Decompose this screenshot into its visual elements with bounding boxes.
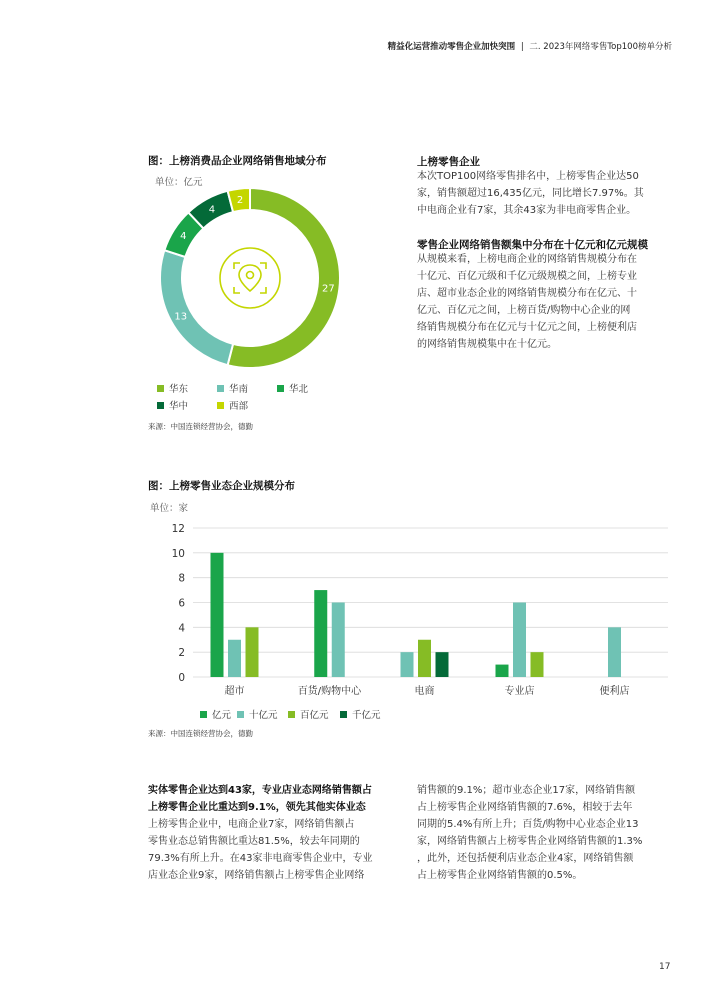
legend-label: 亿元 [212, 710, 232, 721]
text-line: 占上榜零售企业网络销售额的0.5%。 [417, 870, 583, 881]
legend-item-huanan [217, 381, 248, 395]
section-title-listed-retailers: 上榜零售企业 [417, 156, 480, 168]
legend-label: 华北 [289, 384, 309, 395]
legend-swatch [288, 711, 295, 718]
text-line: 占上榜零售企业网络销售额的7.6%，相较于去年 [417, 802, 633, 813]
donut-value-label: 4 [208, 204, 216, 216]
legend-label: 西部 [229, 401, 249, 412]
y-tick-label: 4 [178, 622, 185, 635]
bar-专业店-百亿元 [531, 652, 544, 677]
legend-swatch [157, 385, 164, 392]
section-body-sales-distribution [417, 251, 677, 353]
x-tick-label: 电商 [414, 686, 435, 697]
legend-item-huabei [277, 381, 308, 395]
bar-电商-百亿元 [418, 640, 431, 677]
legend-label: 华南 [229, 384, 249, 395]
bar-百货/购物中心-亿元 [314, 590, 327, 677]
bar-超市-亿元 [211, 553, 224, 677]
bar-chart-title: 图：上榜零售业态企业规模分布 [148, 480, 295, 492]
legend-item-shiyiyuan [237, 707, 278, 721]
bottom-left-text [148, 782, 413, 884]
donut-value-label: 4 [180, 231, 187, 243]
legend-label: 华东 [169, 384, 189, 395]
heading-line: 实体零售企业达到43家，专业店业态网络销售额占 [148, 785, 372, 796]
text-line: 店、超市业态企业的网络销售规模分布在亿元、十 [417, 288, 637, 299]
legend-item-huadong [157, 381, 188, 395]
donut-chart-title: 图：上榜消费品企业网络销售地域分布 [148, 155, 327, 167]
legend-item-qianyiyuan [340, 707, 381, 721]
bar-超市-百亿元 [246, 627, 259, 677]
donut-chart-unit: 单位：亿元 [155, 177, 203, 188]
donut-chart [150, 178, 350, 378]
bar-电商-千亿元 [436, 652, 449, 677]
text-line: 中电商企业有7家，其余43家为非电商零售企业。 [417, 205, 637, 216]
y-tick-label: 12 [171, 523, 185, 535]
x-tick-label: 便利店 [599, 686, 630, 697]
text-line: ，此外，还包括便利店业态企业4家，网络销售额 [417, 853, 634, 864]
x-tick-label: 百货/购物中心 [297, 686, 362, 697]
x-tick-label: 超市 [224, 686, 245, 697]
section-body-listed-retailers [417, 168, 677, 219]
legend-item-yiyuan [200, 707, 231, 721]
header-separator: | [520, 42, 524, 52]
text-line: 十亿元、百亿元级和千亿元级规模之间，上榜专业 [417, 271, 637, 282]
text-line: 79.3%有所上升。在43家非电商零售企业中，专业 [148, 853, 373, 864]
page-number: 17 [659, 962, 671, 972]
bar-专业店-亿元 [496, 665, 509, 677]
header-title: 精益化运营推动零售企业加快突围 [387, 42, 516, 52]
y-tick-label: 8 [178, 572, 185, 585]
y-tick-label: 10 [171, 547, 185, 560]
bar-专业店-十亿元 [513, 603, 526, 678]
legend-label: 千亿元 [352, 710, 381, 721]
bar-电商-十亿元 [401, 652, 414, 677]
y-tick-label: 0 [178, 672, 185, 684]
y-tick-label: 2 [178, 647, 185, 660]
text-line: 零售业态总销售额比重达81.5%，较去年同期的 [148, 836, 360, 847]
bar-chart-source: 来源：中国连锁经营协会，德勤 [148, 729, 253, 738]
legend-swatch [340, 711, 347, 718]
legend-swatch [157, 402, 164, 409]
legend-item-huazhong [157, 398, 188, 412]
donut-chart-source: 来源：中国连锁经营协会，德勤 [148, 422, 253, 431]
bar-百货/购物中心-十亿元 [332, 603, 345, 678]
page-header [388, 40, 672, 52]
section-title-sales-distribution: 零售企业网络销售额集中分布在十亿元和亿元规模 [417, 239, 648, 251]
bar-便利店-十亿元 [608, 627, 621, 677]
legend-swatch [277, 385, 284, 392]
text-line: 从规模来看，上榜电商企业的网络销售规模分布在 [417, 254, 637, 265]
bar-chart-unit: 单位：家 [150, 503, 189, 514]
donut-slice-华东 [228, 188, 340, 368]
bar-超市-十亿元 [228, 640, 241, 677]
header-section: 二. 2023年网络零售Top100榜单分析 [529, 42, 672, 52]
text-line: 上榜零售企业中，电商企业7家，网络销售额占 [148, 819, 355, 830]
legend-swatch [237, 711, 244, 718]
text-line: 本次TOP100网络零售排名中，上榜零售企业达50 [417, 171, 639, 182]
y-tick-label: 6 [178, 597, 185, 610]
legend-label: 华中 [169, 401, 189, 412]
legend-item-xibu [217, 398, 248, 412]
bar-chart [148, 520, 678, 700]
text-line: 络销售规模分布在亿元与十亿元之间，上榜便利店 [417, 322, 637, 333]
legend-swatch [217, 402, 224, 409]
donut-value-label: 27 [322, 283, 335, 295]
text-line: 店业态企业9家，网络销售额占上榜零售企业网络 [148, 870, 365, 881]
location-target-icon [220, 248, 280, 308]
donut-value-label: 2 [236, 195, 244, 207]
legend-label: 百亿元 [300, 710, 329, 721]
text-line: 同期的5.4%有所上升；百货/购物中心业态企业13 [417, 819, 639, 830]
text-line: 的网络销售规模集中在十亿元。 [417, 339, 557, 350]
heading-line: 上榜零售企业比重达到9.1%，领先其他实体业态 [148, 802, 366, 813]
legend-item-baiyiyuan [288, 707, 329, 721]
text-line: 销售额的9.1%；超市业态企业17家，网络销售额 [417, 785, 636, 796]
donut-value-label: 13 [174, 311, 188, 323]
legend-label: 十亿元 [249, 710, 278, 721]
text-line: 家，销售额超过16,435亿元，同比增长7.97%。其 [417, 188, 644, 199]
text-line: 亿元、百亿元之间，上榜百货/购物中心企业的网 [417, 305, 631, 316]
legend-swatch [217, 385, 224, 392]
text-line: 家，网络销售额占上榜零售企业网络销售额的1.3% [417, 836, 643, 847]
x-tick-label: 专业店 [504, 686, 535, 697]
bottom-right-text [417, 782, 682, 884]
legend-swatch [200, 711, 207, 718]
